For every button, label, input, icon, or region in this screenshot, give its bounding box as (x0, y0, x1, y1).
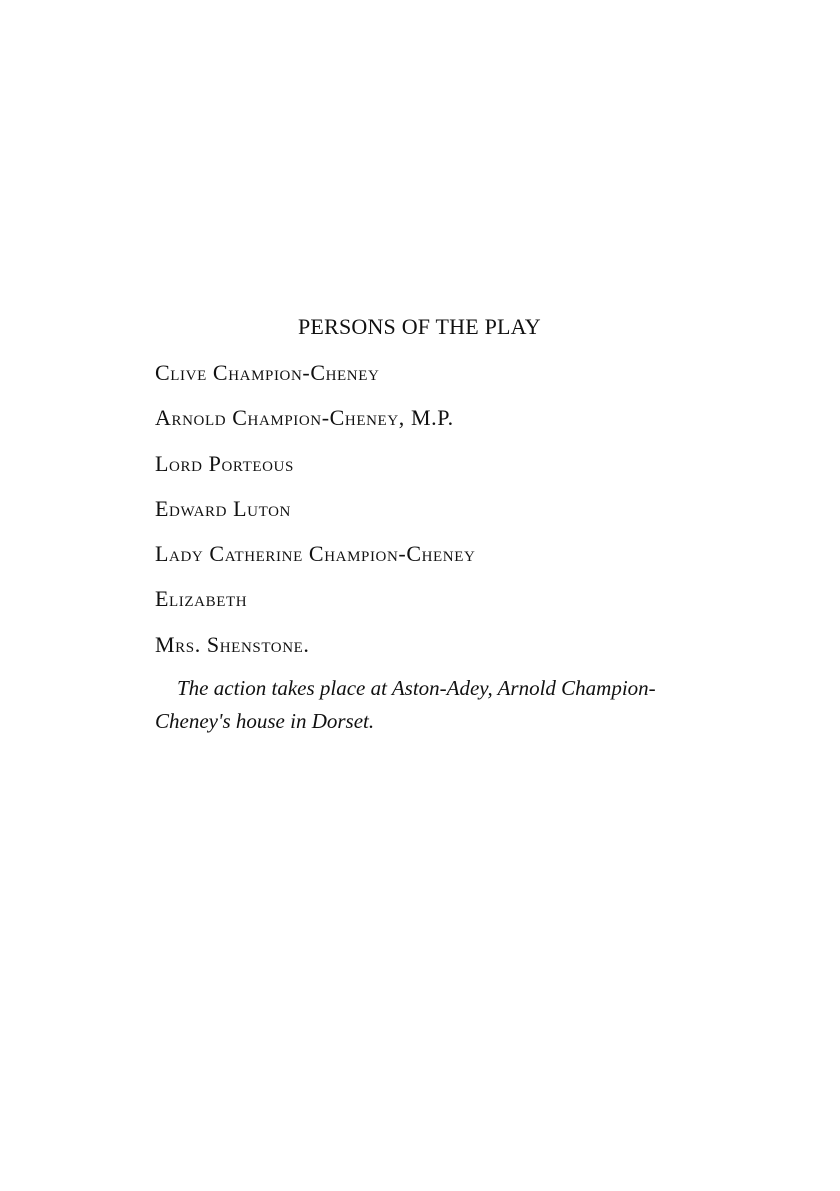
cast-item: Lady Catherine Champion-Cheney (155, 541, 476, 567)
page-heading: PERSONS OF THE PLAY (298, 314, 541, 339)
dramatis-personae (155, 314, 745, 738)
cast-item: Elizabeth (155, 586, 248, 612)
cast-item: Clive Champion-Cheney (155, 360, 380, 385)
cast-list (155, 360, 745, 658)
cast-item: Arnold Champion-Cheney, M.P. (155, 405, 454, 431)
cast-item: Mrs. Shenstone. (155, 631, 310, 657)
setting-line-1: The action takes place at Aston-Adey, Arnold Champion- (177, 676, 656, 701)
setting-note (155, 672, 740, 738)
cast-item: Edward Luton (155, 495, 291, 521)
cast-item: Lord Porteous (155, 450, 294, 476)
setting-line-2: Cheney's house in Dorset. (155, 709, 375, 734)
